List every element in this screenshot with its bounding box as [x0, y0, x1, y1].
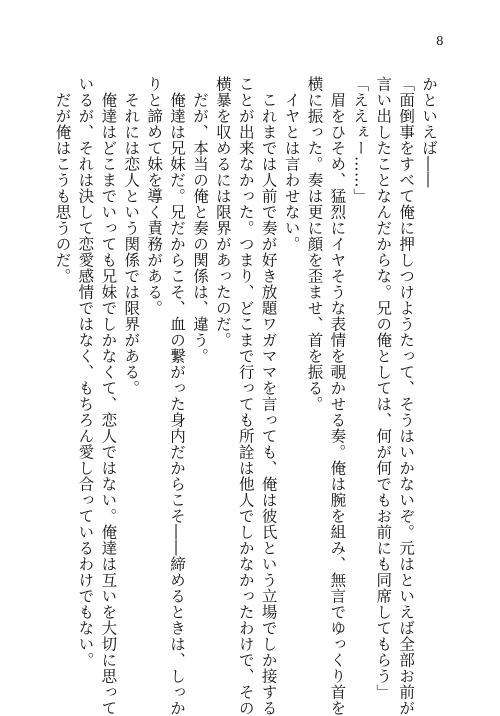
text-line: いるが、それは決して恋愛感情ではなく、もちろん愛し合っているわけでもない。: [76, 76, 95, 668]
text-line: 「面倒事をすべて俺に押しつけようたって、そうはいかないぞ。元はといえば全部お前が: [397, 76, 416, 716]
text-line: だが、本当の俺と奏の関係は、違う。: [190, 76, 209, 364]
text-line: イヤとは言わせない。: [282, 76, 301, 252]
text-line: 眉をひそめ、猛烈にイヤそうな表情を覗かせる奏。俺は腕を組み、無言でゆっくり首を: [328, 76, 347, 716]
text-line: だが俺はこうも思うのだ。: [53, 76, 72, 284]
text-line: 俺達は兄妹だ。兄だからこそ、血の繋がった身内だからこそ――締めるときは、しっか: [168, 76, 187, 716]
text-line: ことが出来なかった。つまり、どこまで行っても所詮は他人でしかなかったわけで、その: [236, 76, 255, 716]
text-line: これまでは人前で奏が好き放題ワガママを言っても、俺は彼氏という立場でしか接する: [259, 76, 278, 716]
text-line: りと諦めて妹を導く責務がある。: [145, 76, 164, 316]
novel-text-column: [53, 76, 440, 716]
text-line: 俺達はどこまでいっても兄妹でしかなくて、恋人ではない。俺達は互いを大切に思って: [99, 76, 118, 716]
text-line: それには恋人という関係では限界がある。: [122, 76, 141, 396]
text-line: 言い出したことなんだからな。兄の俺としては、何が何でもお前にも同席してもらう」: [374, 76, 393, 700]
text-line: 「ええぇー……」: [351, 76, 370, 204]
text-line: 横に振った。奏は更に顔を歪ませ、首を振る。: [305, 76, 324, 412]
text-line: かといえば――: [420, 76, 438, 188]
page-number: 8: [436, 34, 444, 48]
text-line: 横暴を収めるには限界があったのだ。: [213, 76, 232, 348]
